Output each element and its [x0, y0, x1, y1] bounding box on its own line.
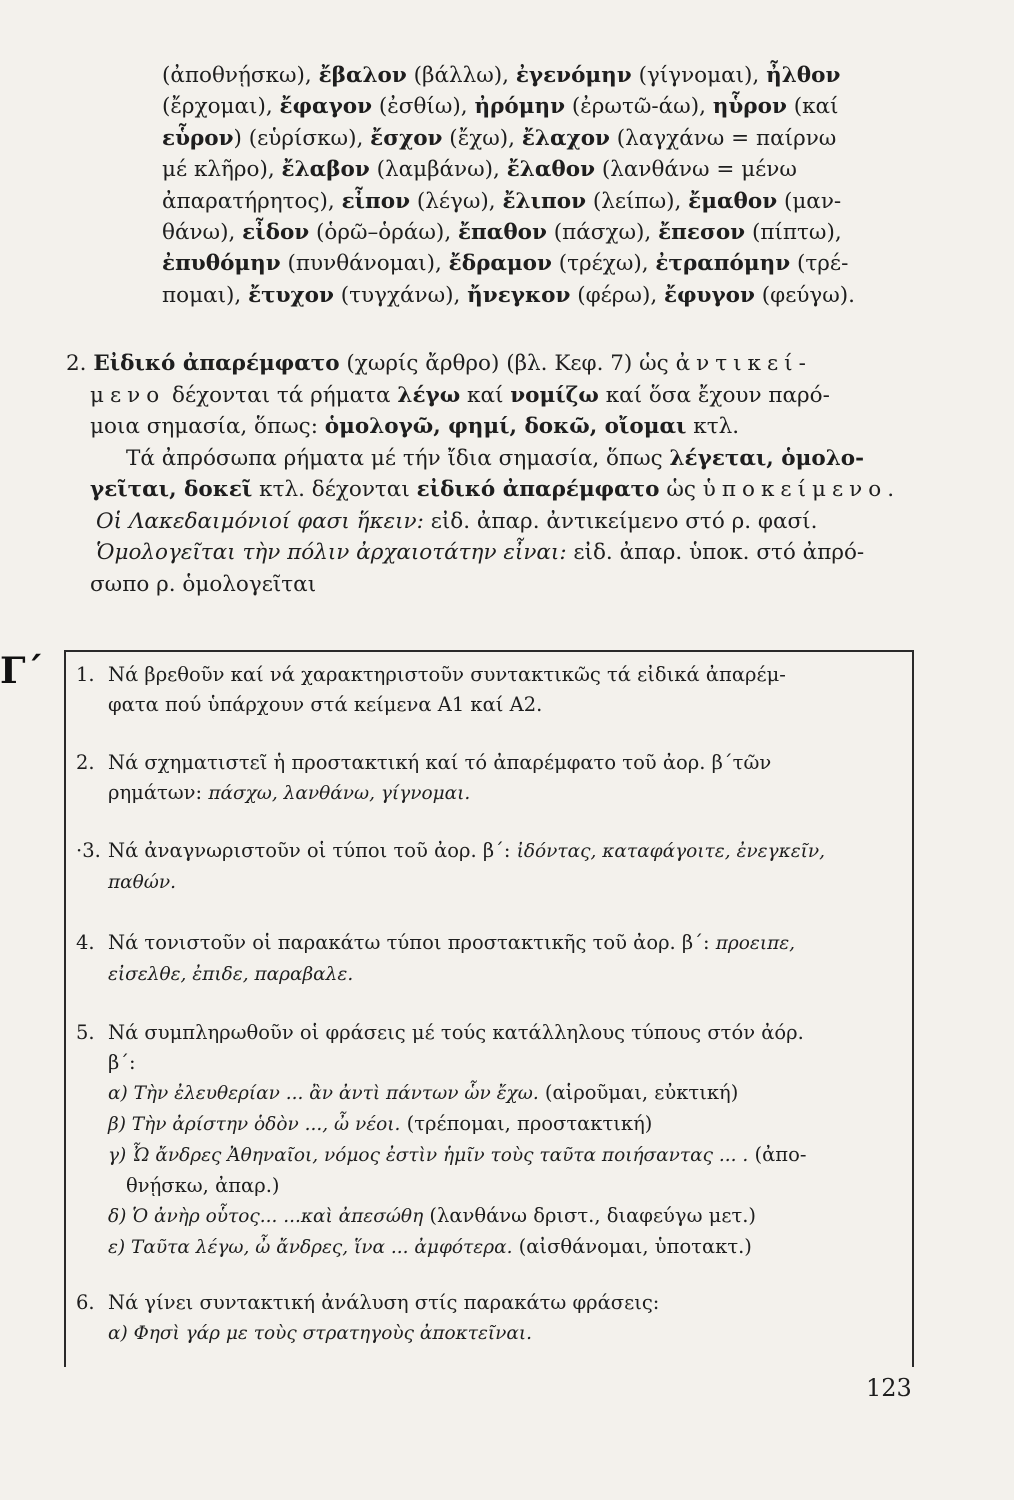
text-line: θάνω), εἶδον (ὁρῶ–ὁράω), ἔπαθον (πάσχω), ἔπεσον (πίπτω),: [162, 220, 842, 246]
text-line: μοια σημασία, ὅπως: ὁμολογῶ, φημί, δοκῶ, οἴομαι κτλ.: [90, 414, 740, 439]
exercise-text: εἰσελθε, ἐπιδε, παραβαλε.: [108, 964, 354, 985]
exercise-text: Νά ἀναγνωριστοῦν οἱ τύποι τοῦ ἀορ. β΄: ἰδόντας, καταφάγοιτε, ἐνεγκεῖν,: [108, 839, 826, 862]
exercise-subitem: β) Τὴν ἀρίστην ὁδὸν ..., ὦ νέοι. (τρέπομαι, προστακτική): [108, 1112, 653, 1135]
exercise-subitem: γ) Ὦ ἄνδρες Ἀθηναῖοι, νόμος ἐστὶν ἡμῖν τοὺς ταῦτα ποιήσαντας ... . (ἀπο-: [108, 1143, 807, 1166]
exercise-subitem: ε) Ταῦτα λέγω, ὦ ἄνδρες, ἵνα ... ἀμφότερα. (αἰσθάνομαι, ὑποτακτ.): [108, 1235, 752, 1258]
page-number: 123: [866, 1374, 912, 1402]
exercise-number: ·3.: [76, 839, 101, 862]
exercise-number: 6.: [76, 1291, 95, 1314]
text-line: μέ κλῆρο), ἔλαβον (λαμβάνω), ἔλαθον (λανθάνω = μένω: [162, 157, 797, 183]
section-2-infinitive: [66, 348, 912, 600]
text-line: πομαι), ἔτυχον (τυγχάνω), ἤνεγκον (φέρω), ἔφυγον (φεύγω).: [162, 282, 856, 308]
text-line: μενο δέχονται τά ρήματα λέγω καί νομίζω καί ὅσα ἔχουν παρό-: [90, 382, 830, 408]
exercise-text: φατα πού ὑπάρχουν στά κείμενα Α1 καί Α2.: [108, 693, 543, 716]
exercise-text: Νά γίνει συντακτική ἀνάλυση στίς παρακάτω φράσεις:: [108, 1291, 660, 1314]
text-line: 2. Εἰδικό ἀπαρέμφατο (χωρίς ἄρθρο) (βλ. Κεφ. 7) ὡς ἀντικεί-: [66, 351, 812, 376]
exercise-text: β΄:: [108, 1051, 136, 1074]
text-line: (ἔρχομαι), ἔφαγον (ἐσθίω), ἠρόμην (ἐρωτῶ-άω), ηὗρον (καί: [162, 94, 839, 120]
exercise-6: [76, 1288, 902, 1349]
exercise-text: Νά συμπληρωθοῦν οἱ φράσεις μέ τούς κατάλληλους τύπους στόν ἀόρ.: [108, 1021, 804, 1044]
exercise-number: 5.: [76, 1021, 95, 1044]
text-line: Τά ἀπρόσωπα ρήματα μέ τήν ἴδια σημασία, ὅπως λέγεται, ὁμολο-: [126, 445, 865, 471]
exercise-2: [76, 748, 902, 809]
text-line: σωπο ρ. ὁμολογεῖται: [90, 571, 317, 597]
exercise-subitem: θνῄσκω, ἀπαρ.): [126, 1174, 280, 1197]
exercise-5: [76, 1018, 902, 1263]
exercise-1: [76, 660, 902, 720]
text-line: ἐπυθόμην (πυνθάνομαι), ἔδραμον (τρέχω), ἐτραπόμην (τρέ-: [162, 251, 849, 277]
exercise-number: 1.: [76, 663, 95, 686]
exercise-text: Νά σχηματιστεῖ ἡ προστακτική καί τό ἀπαρέμφατο τοῦ ἀορ. β΄τῶν: [108, 751, 772, 774]
exercises-box: [64, 650, 914, 1367]
exercise-text: ρημάτων: πάσχω, λανθάνω, γίγνομαι.: [108, 781, 471, 804]
text-line: ἀπαρατήρητος), εἶπον (λέγω), ἔλιπον (λείπω), ἔμαθον (μαν-: [162, 188, 842, 214]
exercise-subitem: α) Τὴν ἐλευθερίαν ... ἂν ἀντὶ πάντων ὧν ἔχω. (αἱροῦμαι, εὐκτική): [108, 1081, 739, 1104]
exercise-text: Νά τονιστοῦν οἱ παρακάτω τύποι προστακτικῆς τοῦ ἀορ. β΄: προειπε,: [108, 931, 796, 954]
exercise-number: 4.: [76, 931, 95, 954]
example-line: Οἱ Λακεδαιμόνιοί φασι ἥκειν: εἰδ. ἀπαρ. ἀντικείμενο στό ρ. φασί.: [96, 508, 818, 534]
text-line: εὗρον) (εὑρίσκω), ἔσχον (ἔχω), ἔλαχον (λαγχάνω = παίρνω: [162, 125, 837, 151]
section-marker: Γ΄: [0, 650, 44, 692]
exercise-number: 2.: [76, 751, 95, 774]
exercise-text: παθών.: [108, 872, 177, 893]
exercise-text: Νά βρεθοῦν καί νά χαρακτηριστοῦν συντακτικῶς τά εἰδικά ἀπαρέμ-: [108, 663, 786, 686]
exercise-4: [76, 928, 902, 990]
exercise-subitem: α) Φησὶ γάρ με τοὺς στρατηγοὺς ἀποκτεῖναι.: [108, 1323, 533, 1344]
example-line: Ὁμολογεῖται τὴν πόλιν ἀρχαιοτάτην εἶναι: εἰδ. ἀπαρ. ὑποκ. στό ἀπρό-: [96, 540, 865, 565]
text-line: γεῖται, δοκεῖ κτλ. δέχονται εἰδικό ἀπαρέμφατο ὡς ὑποκείμενο.: [90, 477, 895, 502]
verb-list-paragraph: [162, 60, 910, 311]
text-line: (ἀποθνῄσκω), ἔβαλον (βάλλω), ἐγενόμην (γίγνομαι), ἦλθον: [162, 63, 841, 88]
exercise-subitem: δ) Ὁ ἀνὴρ οὗτος... ...καὶ ἀπεσώθη (λανθάνω δριστ., διαφεύγω μετ.): [108, 1204, 757, 1227]
exercise-3: [76, 836, 902, 898]
